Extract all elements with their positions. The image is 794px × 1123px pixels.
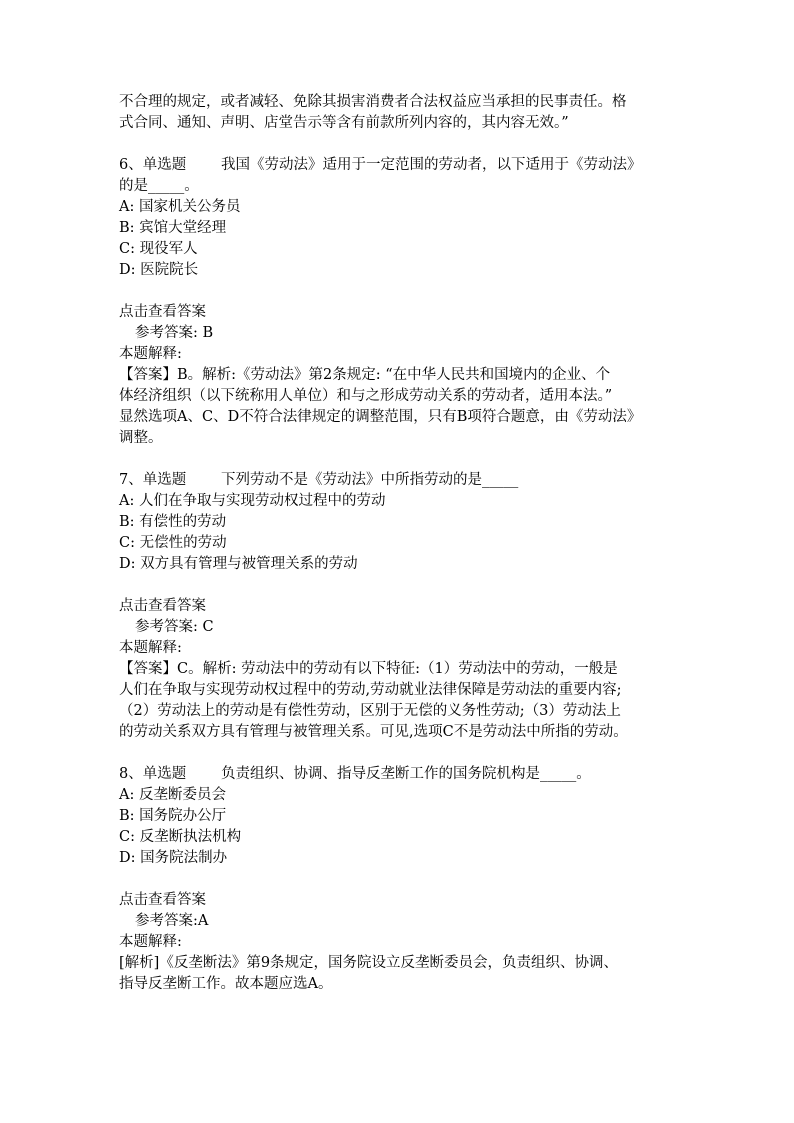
intro-line: 不合理的规定，或者减轻、免除其损害消费者合法权益应当承担的民事责任。格 <box>119 94 627 110</box>
option-d: D: 医院院长 <box>119 262 199 278</box>
option-b: B: 国务院办公厅 <box>119 808 227 824</box>
explanation-line: 【答案】C。解析: 劳动法中的劳动有以下特征:（1）劳动法中的劳动，一般是 <box>119 661 618 677</box>
option-c: C: 反垄断执法机构 <box>119 829 242 845</box>
question-number: 7、单选题 <box>119 472 187 488</box>
explanation-line: （2）劳动法上的劳动是有偿性劳动，区别于无偿的义务性劳动;（3）劳动法上 <box>119 703 621 719</box>
explanation-line: 【答案】B。解析:《劳动法》第2条规定: “在中华人民共和国境内的企业、个 <box>119 367 611 383</box>
question-stem-line: 负责组织、协调、指导反垄断工作的国务院机构是_____。 <box>221 766 591 782</box>
option-a: A: 人们在争取与实现劳动权过程中的劳动 <box>119 493 386 509</box>
show-answer-link[interactable]: 点击查看答案 <box>119 598 206 614</box>
show-answer-link[interactable]: 点击查看答案 <box>119 304 206 320</box>
question-stem-line: 我国《劳动法》适用于一定范围的劳动者，以下适用于《劳动法》 <box>221 157 642 173</box>
intro-line: 式合同、通知、声明、店堂告示等含有前款所列内容的，其内容无效。” <box>119 115 569 131</box>
explanation-line: 指导反垄断工作。故本题应选A。 <box>119 976 333 992</box>
document-page <box>119 92 689 995</box>
intro-paragraph <box>119 92 689 134</box>
explanation-line: 人们在争取与实现劳动权过程中的劳动,劳动就业法律保障是劳动法的重要内容; <box>119 682 622 698</box>
question-6 <box>119 155 689 449</box>
explanation-label: 本题解释: <box>119 346 182 362</box>
option-b: B: 有偿性的劳动 <box>119 514 227 530</box>
question-number: 6、单选题 <box>119 157 187 173</box>
show-answer-link[interactable]: 点击查看答案 <box>119 892 206 908</box>
option-c: C: 无偿性的劳动 <box>119 535 227 551</box>
explanation-label: 本题解释: <box>119 934 182 950</box>
explanation-line: 调整。 <box>119 430 163 446</box>
option-d: D: 双方具有管理与被管理关系的劳动 <box>119 556 358 572</box>
option-d: D: 国务院法制办 <box>119 850 228 866</box>
option-c: C: 现役军人 <box>119 241 198 257</box>
explanation-label: 本题解释: <box>119 640 182 656</box>
reference-answer: 参考答案: B <box>135 325 214 341</box>
option-b: B: 宾馆大堂经理 <box>119 220 227 236</box>
reference-answer: 参考答案: C <box>135 619 214 635</box>
explanation-line: 显然选项A、C、D不符合法律规定的调整范围，只有B项符合题意，由《劳动法》 <box>119 409 642 425</box>
question-number: 8、单选题 <box>119 766 187 782</box>
question-stem-line: 下列劳动不是《劳动法》中所指劳动的是_____ <box>221 472 519 488</box>
reference-answer: 参考答案:A <box>135 913 209 929</box>
option-a: A: 反垄断委员会 <box>119 787 226 803</box>
question-7 <box>119 470 689 743</box>
question-stem-line: 的是_____。 <box>119 178 199 194</box>
explanation-line: [解析]《反垄断法》第9条规定，国务院设立反垄断委员会，负责组织、协调、 <box>119 955 619 971</box>
explanation-line: 体经济组织（以下统称用人单位）和与之形成劳动关系的劳动者，适用本法。” <box>119 388 613 404</box>
option-a: A: 国家机关公务员 <box>119 199 241 215</box>
question-8 <box>119 764 689 995</box>
explanation-line: 的劳动关系双方具有管理与被管理关系。可见,选项C不是劳动法中所指的劳动。 <box>119 724 628 740</box>
